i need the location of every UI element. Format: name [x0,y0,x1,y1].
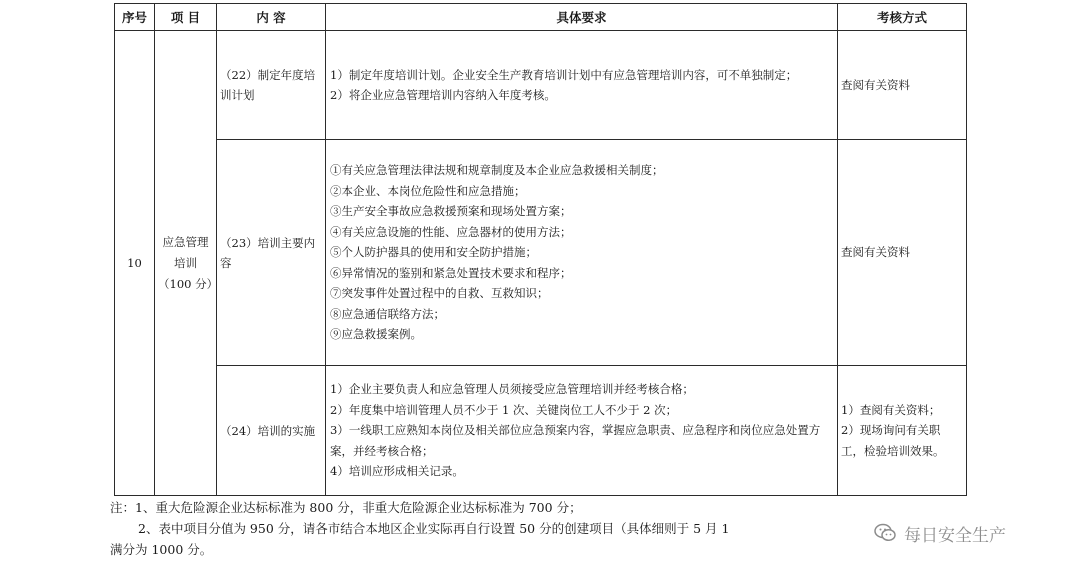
requirements-cell [326,140,838,366]
row-number: 10 [127,256,142,270]
note-line: 满分为 1000 分。 [110,542,213,557]
header-content: 内 容 [217,4,326,31]
header-number: 序号 [115,4,155,31]
content-text: （23）培训主要内容 [220,235,316,270]
header-method: 考核方式 [838,4,967,31]
requirement-item: ③生产安全事故应急救援预案和现场处置方案； [330,204,572,219]
requirement-item: ⑦突发事件处置过程中的自救、互救知识； [330,286,549,301]
item-cell [155,31,217,496]
requirements-cell [326,366,838,496]
item-name-line2: 培训 [174,255,197,270]
requirement-item: 1）制定年度培训计划。企业安全生产教育培训计划中有应急管理培训内容，可不单独制定； [330,67,798,82]
method-cell [838,366,967,496]
method-cell [838,140,967,366]
requirement-item: 4）培训应形成相关记录。 [330,464,464,479]
method-text: 查阅有关资料 [841,245,910,260]
requirements-cell [326,31,838,140]
header-requirements: 具体要求 [326,4,838,31]
note-line: 2、表中项目分值为 950 分，请各市结合本地区企业实际再自行设置 50 分的创建项目（具体细则于 5 月 1 [138,521,730,536]
method-text: 2）现场询问有关职工，检验培训效果。 [841,423,945,458]
standards-table [114,3,967,496]
row-number-cell [115,31,155,496]
item-name-line1: 应急管理 [162,234,209,249]
watermark-text: 每日安全生产 [904,525,1006,546]
table-row [115,366,967,496]
requirement-item: ⑨应急救援案例。 [330,327,422,342]
requirement-item: 3）一线职工应熟知本岗位及相关部位应急预案内容，掌握应急职责、应急程序和岗位应急处置方案，并经考核合格； [330,423,821,458]
content-text: （22）制定年度培训计划 [220,68,316,102]
requirement-item: ⑥异常情况的鉴别和紧急处置技术要求和程序； [330,265,572,280]
table-row [115,140,967,366]
content-cell [217,140,326,366]
header-row [115,4,967,31]
requirement-item: 2）将企业应急管理培训内容纳入年度考核。 [330,88,556,102]
requirement-item: ⑧应急通信联络方法； [330,306,445,321]
requirement-item: 1）企业主要负责人和应急管理人员须接受应急管理培训并经考核合格； [330,382,694,397]
requirement-item: 2）年度集中培训管理人员不少于 1 次、关键岗位工人不少于 2 次； [330,402,678,417]
requirement-item: ⑤个人防护器具的使用和安全防护措施； [330,245,537,260]
content-cell [217,31,326,140]
header-item: 项 目 [155,4,217,31]
content-text: （24）培训的实施 [220,423,316,438]
wechat-icon [874,523,896,543]
content-cell [217,366,326,496]
item-points: （100 分） [158,276,219,291]
requirement-item: ④有关应急设施的性能、应急器材的使用方法； [330,224,572,239]
method-text: 查阅有关资料 [841,77,910,92]
method-text: 1）查阅有关资料； [841,402,941,417]
requirement-item: ①有关应急管理法律法规和规章制度及本企业应急救援相关制度； [330,163,664,178]
method-cell [838,31,967,140]
requirement-item: ②本企业、本岗位危险性和应急措施； [330,183,526,198]
note-line: 注：1、重大危险源企业达标标准为 800 分，非重大危险源企业达标标准为 700 分； [110,500,582,515]
table-row [115,31,967,140]
watermark [870,520,1010,546]
